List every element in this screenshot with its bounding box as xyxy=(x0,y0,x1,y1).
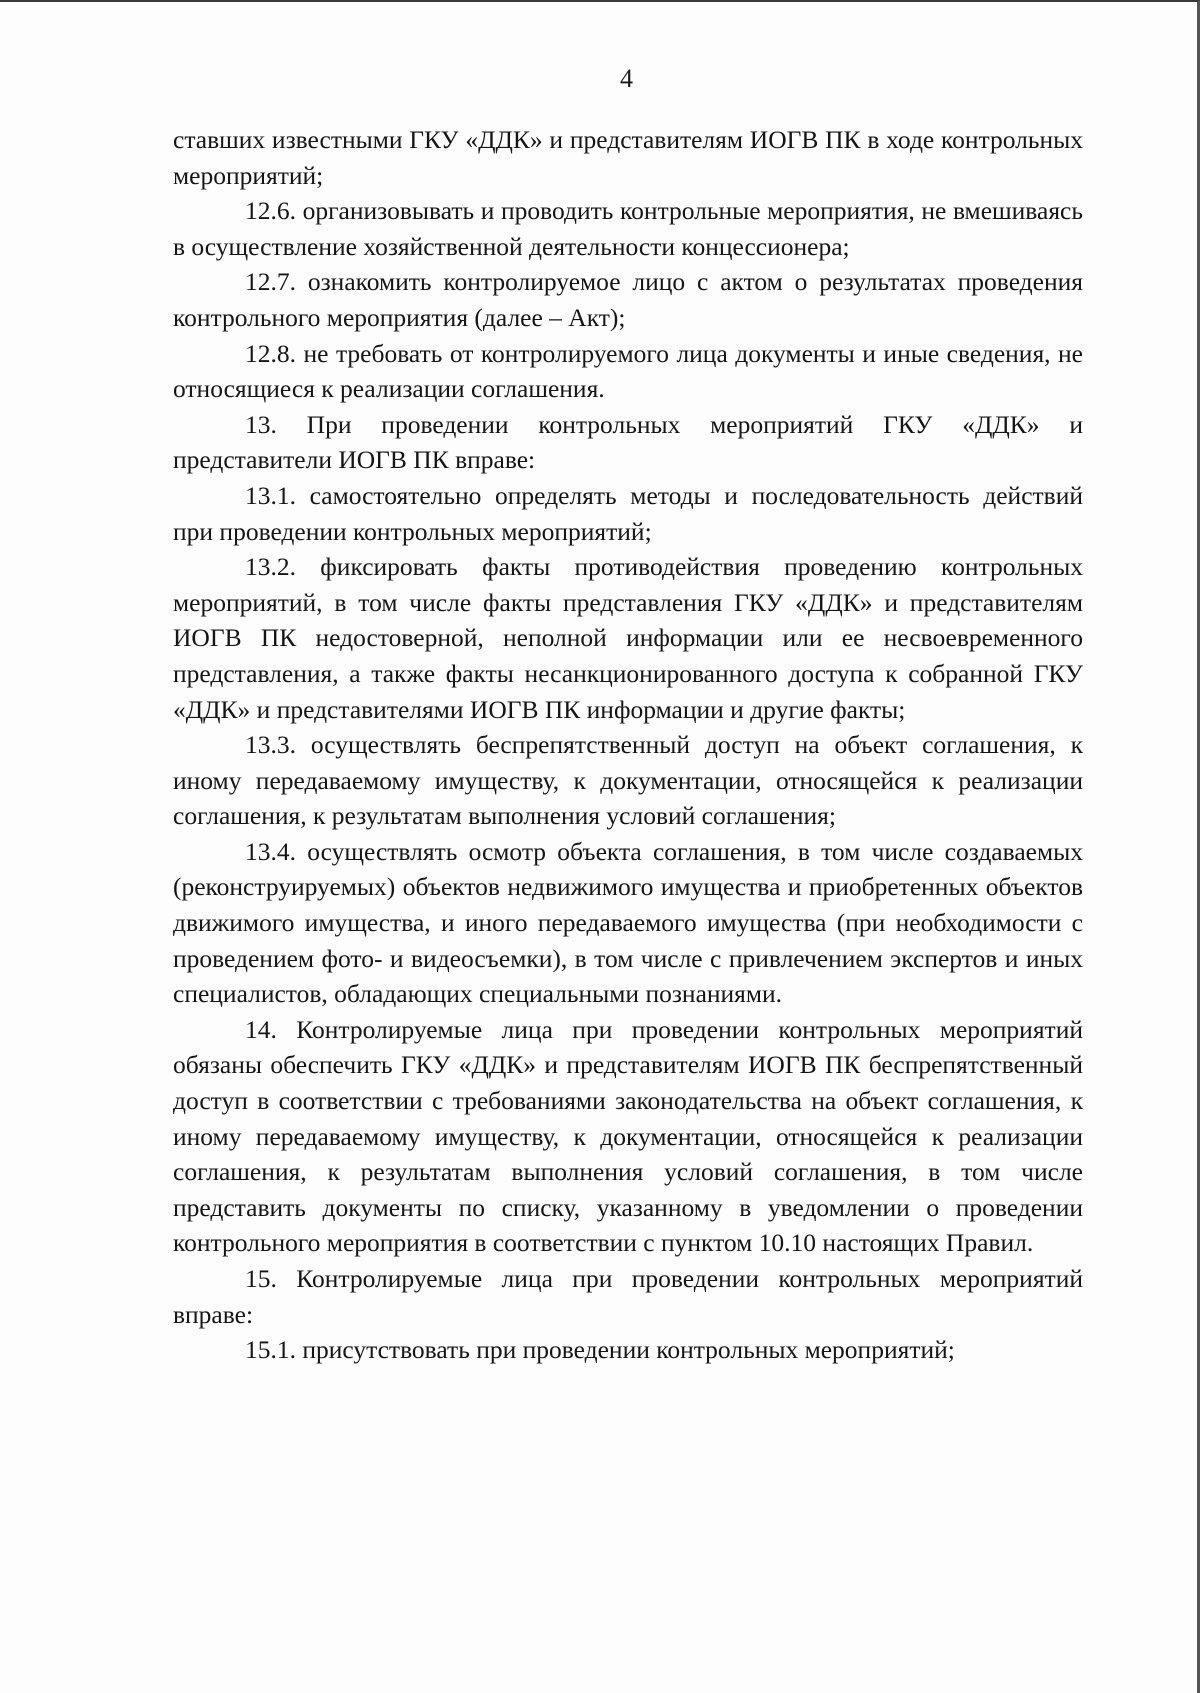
paragraph-15: 15. Контролируемые лица при проведении контрольных мероприятий вправе: xyxy=(173,1264,1083,1329)
paragraph-14: 14. Контролируемые лица при проведении контрольных мероприятий обязаны обеспечить ГКУ «ДДК» и представителям ИОГВ ПК беспрепятственный доступ в соответствии с требованиями законодательства на объект соглашения, к иному передаваемому имуществу, к документации, относящейся к реализации соглашения, к результатам выполнения условий соглашения, в том числе представить документы по списку, указанному в уведомлении о проведении контрольного мероприятия в соответствии с пунктом 10.10 настоящих Правил. xyxy=(173,1014,1083,1258)
paragraph-13-1: 13.1. самостоятельно определять методы и последовательность действий при проведении контрольных мероприятий; xyxy=(173,480,1083,546)
paragraph-13: 13. При проведении контрольных мероприятий ГКУ «ДДК» и представители ИОГВ ПК вправе: xyxy=(173,409,1083,475)
paragraph-continuation: ставших известными ГКУ «ДДК» и представителям ИОГВ ПК в ходе контрольных мероприятий; xyxy=(173,125,1083,190)
paragraph-13-2: 13.2. фиксировать факты противодействия проведению контрольных мероприятий, в том числе факты представления ГКУ «ДДК» и представителям ИОГВ ПК недостоверной, неполной информации или ее несвоевременного представления, а также факты несанкционированного доступа к собранной ГКУ «ДДК» и представителями ИОГВ ПК информации и другие факты; xyxy=(173,552,1083,724)
paragraph-12-6: 12.6. организовывать и проводить контрольные мероприятия, не вмешиваясь в осуществление хозяйственной деятельности концессионера; xyxy=(173,196,1083,261)
paragraph-12-7: 12.7. ознакомить контролируемое лицо с актом о результатах проведения контрольного мероприятия (далее – Акт); xyxy=(173,267,1083,332)
paragraph-13-3: 13.3. осуществлять беспрепятственный доступ на объект соглашения, к иному передаваемому имуществу, к документации, относящейся к реализации соглашения, к результатам выполнения условий соглашения; xyxy=(173,730,1083,831)
page-number: 4 xyxy=(620,64,633,93)
document-body xyxy=(173,122,1083,1368)
paragraph-13-4: 13.4. осуществлять осмотр объекта соглашения, в том числе создаваемых (реконструируемых) объектов недвижимого имущества и приобретенных объектов движимого имущества, и иного передаваемого имущества (при необходимости с проведением фото- и видеосъемки), в том числе с привлечением экспертов и иных специалистов, обладающих специальными познаниями. xyxy=(173,836,1083,1009)
paragraph-12-8: 12.8. не требовать от контролируемого лица документы и иные сведения, не относящиеся к реализации соглашения. xyxy=(173,338,1083,404)
paragraph-15-1: 15.1. присутствовать при проведении контрольных мероприятий; xyxy=(245,1335,955,1365)
